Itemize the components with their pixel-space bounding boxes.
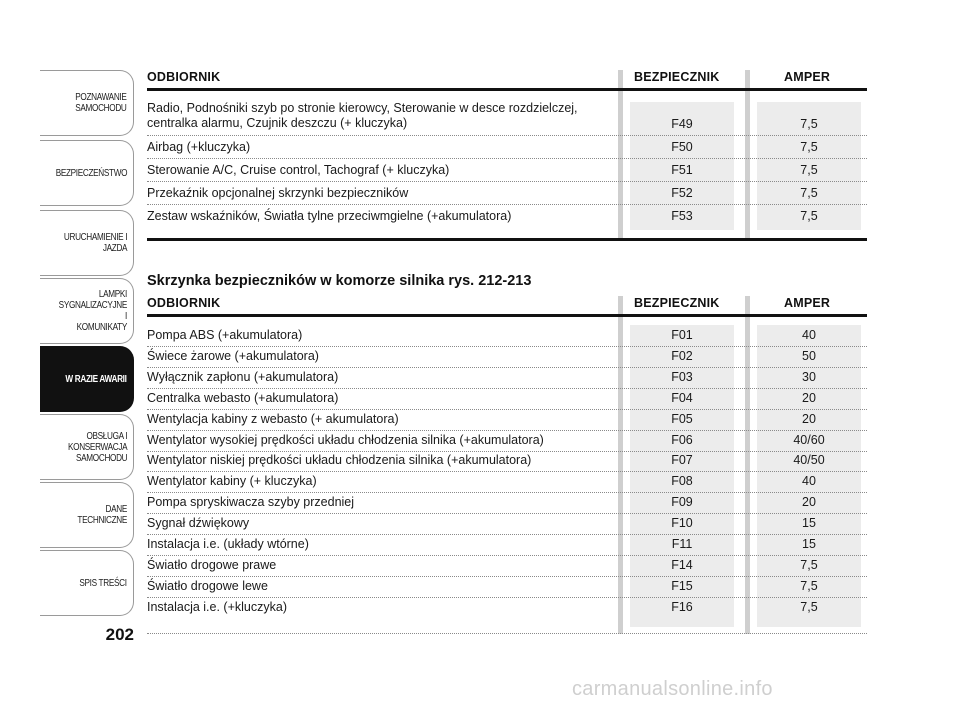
table-row-amp: 7,5	[800, 140, 818, 154]
table-row-fuse: F06	[671, 433, 693, 447]
table-row-fuse: F15	[671, 579, 693, 593]
table-row-fuse: F51	[671, 163, 693, 177]
table-row-fuse: F04	[671, 391, 693, 405]
row-separator	[147, 534, 867, 535]
table-row-receiver: Zestaw wskaźników, Światła tylne przeciwmgielne (+akumulatora)	[147, 209, 512, 223]
table-row-receiver: Radio, Podnośniki szyb po stronie kierowcy, Sterowanie w desce rozdzielczej, centralka alarmu, Czujnik deszczu (+ kluczyka)	[147, 101, 578, 130]
row-separator	[147, 576, 867, 577]
header-fuse: BEZPIECZNIK	[634, 70, 720, 84]
table-bottom-rule	[147, 238, 867, 241]
table-row-fuse: F01	[671, 328, 693, 342]
tab-label: URUCHAMIENIE I JAZDA	[63, 232, 127, 254]
table-row-fuse: F07	[671, 453, 693, 467]
header-receiver: ODBIORNIK	[147, 296, 221, 310]
tab-poznawanie-samochodu[interactable]	[40, 70, 134, 136]
row-separator	[147, 513, 867, 514]
row-separator	[147, 409, 867, 410]
table-row-amp: 40	[802, 328, 816, 342]
table-row-amp: 7,5	[800, 600, 818, 614]
table-row-receiver: Pompa ABS (+akumulatora)	[147, 328, 303, 342]
column-divider	[618, 70, 623, 240]
table-row-receiver: Sterowanie A/C, Cruise control, Tachograf (+ kluczyka)	[147, 163, 450, 177]
table-row-receiver: Wentylator niskiej prędkości układu chłodzenia silnika (+akumulatora)	[147, 453, 532, 467]
table-row-receiver: Wyłącznik zapłonu (+akumulatora)	[147, 370, 339, 384]
row-separator	[147, 471, 867, 472]
table-row-receiver: Światło drogowe lewe	[147, 579, 268, 593]
tab-bezpieczenstwo[interactable]	[40, 140, 134, 206]
table-row-receiver: Sygnał dźwiękowy	[147, 516, 250, 530]
table-row-fuse: F03	[671, 370, 693, 384]
row-separator	[147, 451, 867, 452]
table-row-amp: 20	[802, 495, 816, 509]
table-row-amp: 20	[802, 412, 816, 426]
table-row-fuse: F10	[671, 516, 693, 530]
header-amp: AMPER	[784, 70, 831, 84]
table-row-amp: 40/60	[793, 433, 825, 447]
table-row-receiver: Wentylator wysokiej prędkości układu chłodzenia silnika (+akumulatora)	[147, 433, 544, 447]
table-row-fuse: F08	[671, 474, 693, 488]
table-row-receiver: Światło drogowe prawe	[147, 558, 277, 572]
table-row-amp: 7,5	[800, 558, 818, 572]
table-row-fuse: F49	[671, 117, 693, 131]
table-row-receiver: Wentylator kabiny (+ kluczyka)	[147, 474, 317, 488]
watermark: carmanualsonline.info	[572, 678, 773, 700]
table-row-amp: 40	[802, 474, 816, 488]
table-row-amp: 50	[802, 349, 816, 363]
tab-spis-tresci[interactable]	[40, 550, 134, 616]
page-number: 202	[105, 625, 134, 644]
table-row-amp: 40/50	[793, 453, 825, 467]
row-separator	[147, 158, 867, 159]
header-receiver: ODBIORNIK	[147, 70, 221, 84]
table-row-fuse: F52	[671, 186, 693, 200]
table-row-amp: 15	[802, 537, 816, 551]
table-row-fuse: F11	[671, 537, 693, 551]
table-row-receiver: Pompa spryskiwacza szyby przedniej	[147, 495, 355, 509]
header-amp: AMPER	[784, 296, 831, 310]
table-row-fuse: F53	[671, 209, 693, 223]
column-divider	[745, 70, 750, 240]
row-separator	[147, 367, 867, 368]
table-row-receiver: Centralka webasto (+akumulatora)	[147, 391, 339, 405]
table-row-fuse: F14	[671, 558, 693, 572]
tab-obsluga-i-konserwacja[interactable]	[40, 414, 134, 480]
row-separator	[147, 430, 867, 431]
tab-label: POZNAWANIE SAMOCHODU	[75, 92, 127, 114]
row-separator	[147, 597, 867, 598]
row-separator	[147, 135, 867, 136]
row-separator	[147, 346, 867, 347]
table-bottom-rule	[147, 633, 867, 634]
tab-dane-techniczne[interactable]	[40, 482, 134, 548]
table-row-fuse: F16	[671, 600, 693, 614]
table-row-amp: 15	[802, 516, 816, 530]
table-row-fuse: F50	[671, 140, 693, 154]
tab-label: OBSŁUGA I KONSERWACJA SAMOCHODU	[67, 430, 127, 464]
tab-lampki-sygnalizacyjne[interactable]	[40, 278, 134, 344]
table-row-receiver: Przekaźnik opcjonalnej skrzynki bezpieczników	[147, 186, 409, 200]
table-row-receiver: Instalacja i.e. (układy wtórne)	[147, 537, 309, 551]
table-row-amp: 7,5	[800, 163, 818, 177]
tab-w-razie-awarii[interactable]	[40, 346, 134, 412]
tab-label: BEZPIECZEŃSTWO	[55, 167, 127, 179]
table-row-amp: 7,5	[800, 209, 818, 223]
table-row-receiver: Wentylacja kabiny z webasto (+ akumulatora)	[147, 412, 399, 426]
tab-label: DANE TECHNICZNE	[77, 504, 127, 526]
table-row-fuse: F05	[671, 412, 693, 426]
table-row-fuse: F02	[671, 349, 693, 363]
table-row-amp: 7,5	[800, 186, 818, 200]
table-row-amp: 7,5	[800, 579, 818, 593]
row-separator	[147, 204, 867, 205]
row-separator	[147, 555, 867, 556]
tab-label: LAMPKI SYGNALIZACYJNE I KOMUNIKATY	[58, 289, 127, 333]
section-title: Skrzynka bezpieczników w komorze silnika rys. 212-213	[147, 273, 532, 289]
header-rule	[147, 88, 867, 91]
row-separator	[147, 181, 867, 182]
row-separator	[147, 388, 867, 389]
table-row-fuse: F09	[671, 495, 693, 509]
table-row-amp: 20	[802, 391, 816, 405]
table-row-receiver: Instalacja i.e. (+kluczyka)	[147, 600, 287, 614]
header-fuse: BEZPIECZNIK	[634, 296, 720, 310]
tab-label: SPIS TREŚCI	[79, 577, 127, 589]
row-separator	[147, 492, 867, 493]
table-row-receiver: Airbag (+kluczyka)	[147, 140, 251, 154]
table-row-receiver: Świece żarowe (+akumulatora)	[147, 349, 319, 363]
tab-uruchamienie-i-jazda[interactable]	[40, 210, 134, 276]
tab-label: W RAZIE AWARII	[65, 373, 127, 385]
header-rule	[147, 314, 867, 317]
table-row-amp: 30	[802, 370, 816, 384]
table-row-amp: 7,5	[800, 117, 818, 131]
